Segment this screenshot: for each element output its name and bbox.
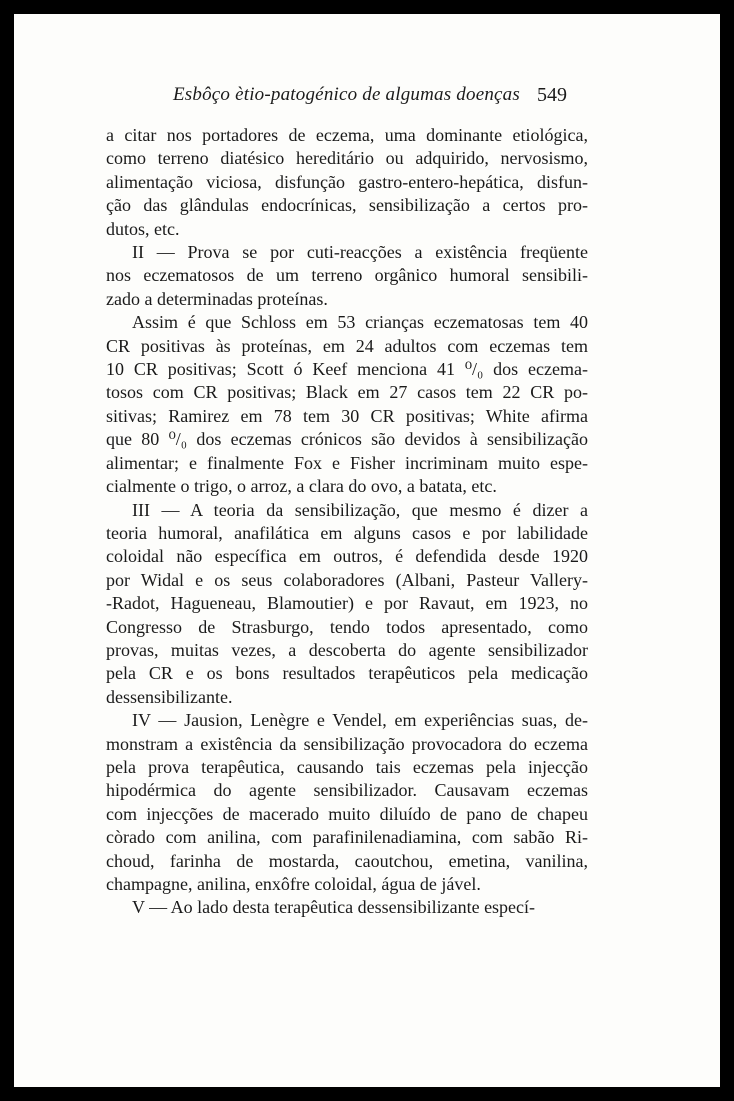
text-line: ção das glândulas endocrínicas, sensibilização a certos pro- [106,195,588,216]
text-line: Assim é que Schloss em 53 crianças eczematosas tem 40 [132,312,588,333]
text-line: que 80 ⁰/₀ dos eczemas crónicos são devidos à sensibilização [106,429,588,450]
text-line: zado a determinadas proteínas. [106,288,328,309]
text-line: III — A teoria da sensibilização, que mesmo é dizer a [132,499,588,520]
text-line: com injecções de macerado muito diluído de pano de chapeu [106,803,588,824]
text-line: II — Prova se por cuti-reacções a existência freqüente [132,242,588,263]
body-text [106,124,588,920]
text-line: provas, muitas vezes, a descoberta do agente sensibilizador [106,639,588,660]
text-line: champagne, anilina, enxôfre coloidal, água de jável. [106,874,481,894]
text-line: a citar nos portadores de eczema, uma dominante etiológica, [106,125,588,145]
text-line: pela prova terapêutica, causando tais eczemas pela injecção [106,756,588,777]
text-line: monstram a existência da sensibilização provocadora do eczema [106,733,588,754]
text-line: hipodérmica do agente sensibilizador. Causavam eczemas [106,780,588,801]
text-line: Congresso de Strasburgo, tendo todos apresentado, como [106,616,588,637]
text-line: tosos com CR positivas; Black em 27 casos tem 22 CR po- [106,382,588,403]
text-line: coloidal não específica em outros, é defendida desde 1920 [106,546,588,567]
running-title: Esbôço ètio-patogénico de algumas doenças [173,84,520,105]
text-line: por Widal e os seus colaboradores (Albani, Pasteur Vallery- [106,569,588,590]
paragraph [106,709,588,896]
paragraph [106,124,588,241]
text-line: -Radot, Hagueneau, Blamoutier) e por Ravaut, em 1923, no [106,593,588,614]
text-line: còrado com anilina, com parafinilenadiamina, com sabão Ri- [106,827,588,848]
text-line: dutos, etc. [106,218,180,239]
text-line: cialmente o trigo, o arroz, a clara do ovo, a batata, etc. [106,476,497,497]
text-line: sitivas; Ramirez em 78 tem 30 CR positivas; White afirma [106,405,588,426]
text-line: alimentação viciosa, disfunção gastro-entero-hepática, disfun- [106,171,588,192]
text-line: como terreno diatésico hereditário ou adquirido, nervosismo, [106,148,588,169]
paragraph [106,896,588,919]
text-line: 10 CR positivas; Scott ó Keef menciona 41 ⁰/₀ dos eczema- [106,359,588,380]
text-line: nos eczematosos de um terreno orgânico humoral sensibili- [106,265,588,286]
text-line: dessensibilizante. [106,686,233,707]
running-header [14,84,720,114]
text-line: choud, farinha de mostarda, caoutchou, emetina, vanilina, [106,850,588,871]
text-line: teoria humoral, anafilática em alguns casos e por labilidade [106,522,588,543]
paragraph [106,241,588,311]
paragraph [106,499,588,710]
text-line: CR positivas às proteínas, em 24 adultos com eczemas tem [106,335,588,356]
text-line: IV — Jausion, Lenègre e Vendel, em experiências suas, de- [132,710,588,731]
text-line: pela CR e os bons resultados terapêuticos pela medicação [106,663,588,684]
text-line: alimentar; e finalmente Fox e Fisher incriminam muito espe- [106,452,588,473]
text-line: V — Ao lado desta terapêutica dessensibilizante especí- [132,897,536,918]
page-number: 549 [537,84,567,106]
paragraph [106,311,588,498]
book-page [14,14,720,1087]
